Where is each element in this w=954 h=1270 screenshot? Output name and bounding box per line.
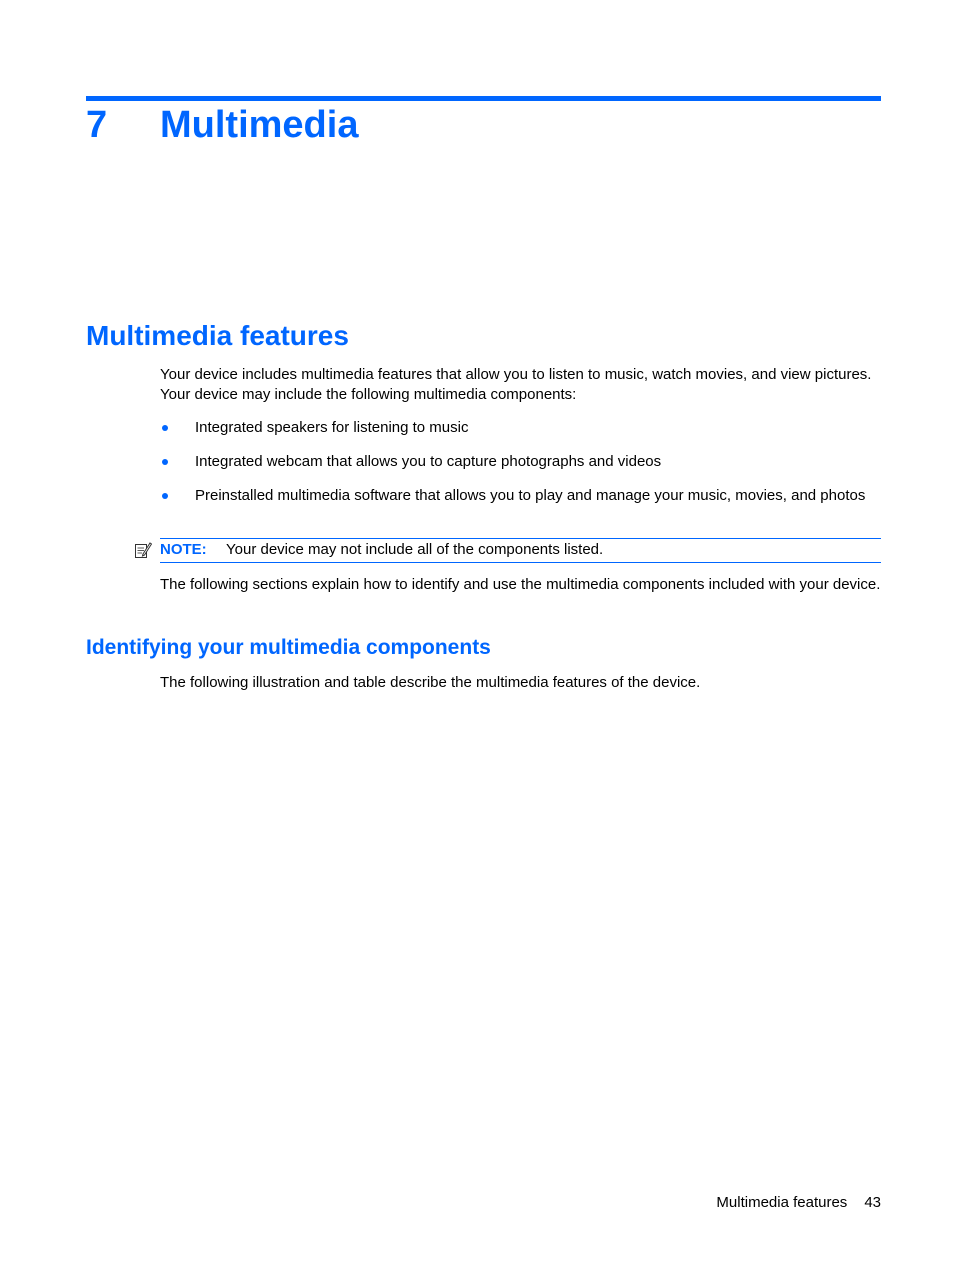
note-box [160, 538, 881, 563]
list-item-text: Preinstalled multimedia software that allows you to play and manage your music, movies, and photos [195, 487, 866, 504]
chapter-title: Multimedia [160, 104, 359, 146]
subsection-text: The following illustration and table describe the multimedia features of the device. [160, 674, 701, 691]
chapter-number: 7 [86, 104, 108, 146]
section-intro: Your device includes multimedia features that allow you to listen to music, watch movies, and view pictures. Your device may include the following multimedia components: [160, 366, 872, 403]
component-list [160, 418, 882, 520]
section-followup: The following sections explain how to identify and use the multimedia components included with your device. [160, 576, 881, 593]
page-footer [716, 1193, 881, 1213]
chapter-rule [86, 96, 881, 101]
note-icon [134, 541, 152, 559]
list-item-text: Integrated speakers for listening to music [195, 419, 469, 436]
note-label: NOTE: [160, 541, 207, 558]
section-heading: Multimedia features [86, 320, 349, 351]
note-text: Your device may not include all of the components listed. [226, 541, 604, 558]
chapter-heading [86, 102, 358, 148]
list-item [160, 418, 882, 437]
bullet-icon [162, 459, 168, 465]
list-item [160, 486, 882, 505]
footer-section-name: Multimedia features [716, 1194, 848, 1211]
page-number: 43 [864, 1194, 881, 1211]
bullet-icon [162, 493, 168, 499]
list-item [160, 452, 882, 471]
bullet-icon [162, 425, 168, 431]
list-item-text: Integrated webcam that allows you to capture photographs and videos [195, 453, 662, 470]
subsection-heading: Identifying your multimedia components [86, 636, 491, 659]
